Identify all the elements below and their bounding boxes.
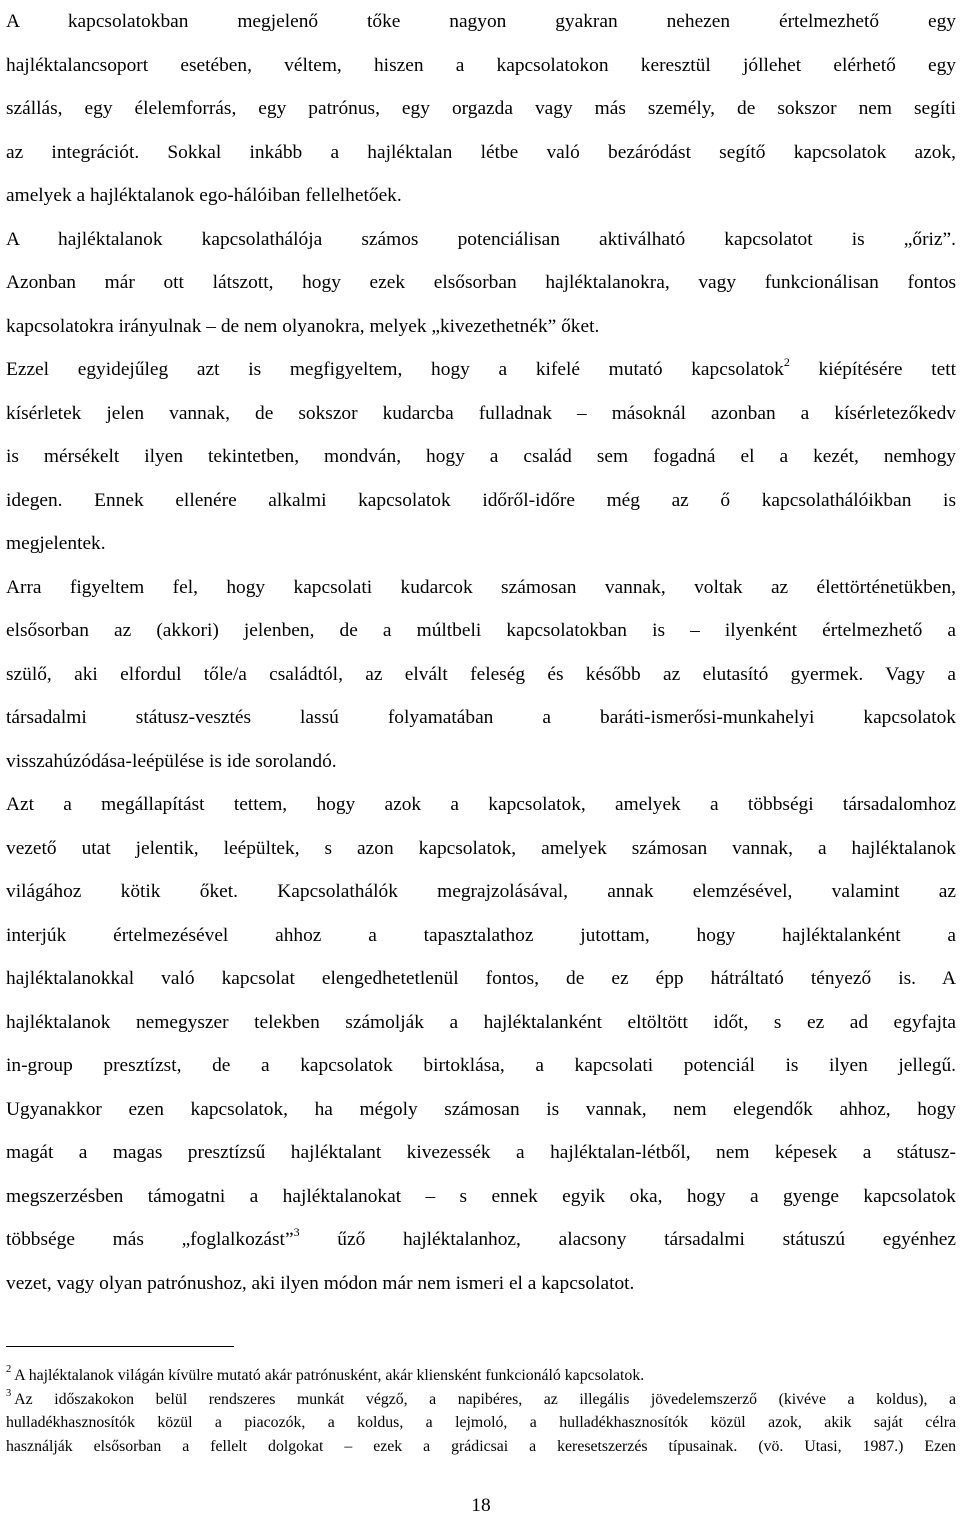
- text-line: szülő, aki elfordul tőle/a családtól, az elvált feleség és később az elutasító gyermek. Vagy a: [6, 663, 956, 685]
- paragraph-5: [6, 783, 956, 1305]
- text-line: visszahúzódása-leépülése is ide sorolandó.: [6, 750, 337, 772]
- text-line: Azt a megállapítást tettem, hogy azok a kapcsolatok, amelyek a többségi társadalomhoz: [6, 794, 956, 815]
- text-line: elsősorban az (akkori) jelenben, de a múltbeli kapcsolatokban is – ilyenként értelmezhető a: [6, 620, 956, 641]
- footnotes: [6, 1364, 956, 1459]
- text-line: is mérsékelt ilyen tekintetben, mondván, hogy a család sem fogadná el a kezét, nemhogy: [6, 446, 956, 467]
- text-line: hajléktalancsoport esetében, véltem, hiszen a kapcsolatokon keresztül jóllehet elérhető egy: [6, 54, 956, 76]
- text-line: magát a magas presztízsű hajléktalant kivezessék a hajléktalan-létből, nem képesek a státusz-: [6, 1142, 956, 1163]
- text-line: hajléktalanok nemegyszer telekben számolják a hajléktalanként eltöltött időt, s ez ad egyfajta: [6, 1011, 956, 1033]
- footnote-2: [6, 1364, 956, 1388]
- text-line: [6, 1218, 956, 1262]
- text-line: kísérletek jelen vannak, de sokszor kudarcba fulladnak – másoknál azonban a kísérletezőkedv: [6, 402, 956, 424]
- text-line: amelyek a hajléktalanok ego-hálóiban fellelhetőek.: [6, 185, 402, 206]
- text-line: szállás, egy élelemforrás, egy patrónus, egy orgazda vagy más személy, de sokszor nem segíti: [6, 98, 956, 119]
- text-line: megszerzésben támogatni a hajléktalanokat – s ennek egyik oka, hogy a gyenge kapcsolatok: [6, 1185, 956, 1207]
- text-segment: Ezzel egyidejűleg azt is megfigyeltem, hogy a kifelé mutató kapcsolatok: [6, 359, 784, 380]
- footnote-line: [6, 1388, 956, 1412]
- text-line: A hajléktalanok kapcsolathálója számos potenciálisan aktiválható kapcsolatot is „őriz”.: [6, 228, 956, 250]
- text-line: in-group presztízst, de a kapcsolatok birtoklása, a kapcsolati potenciál is ilyen jellegű.: [6, 1055, 956, 1076]
- text-line: Azonban már ott látszott, hogy ezek elsősorban hajléktalanokra, vagy funkcionálisan fontos: [6, 272, 956, 293]
- footnote-reference: 3: [293, 1225, 300, 1239]
- text-line: társadalmi státusz-vesztés lassú folyamatában a baráti-ismerősi-munkahelyi kapcsolatok: [6, 707, 956, 728]
- footnote-3: [6, 1388, 956, 1459]
- text-line: idegen. Ennek ellenére alkalmi kapcsolatok időről-időre még az ő kapcsolathálóikban is: [6, 489, 956, 511]
- text-line: kapcsolatokra irányulnak – de nem olyanokra, melyek „kivezethetnék” őket.: [6, 315, 600, 337]
- text-line: világához kötik őket. Kapcsolathálók megrajzolásával, annak elemzésével, valamint az: [6, 881, 956, 902]
- text-line: vezet, vagy olyan patrónushoz, aki ilyen módon már nem ismeri el a kapcsolatot.: [6, 1272, 635, 1294]
- text-line: az integrációt. Sokkal inkább a hajléktalan létbe való bezáródást segítő kapcsolatok azok,: [6, 141, 956, 163]
- text-segment: többsége más „foglalkozást”: [6, 1229, 294, 1250]
- footnote-line: hulladékhasznosítók közül a piacozók, a koldus, a lejmoló, a hulladékhasznosítók közül azok, akik saját célra: [6, 1414, 956, 1432]
- footnote-text: A hajléktalanok világán kívülre mutató akár patrónusként, akár kliensként funkcionáló kapcsolatok.: [14, 1367, 645, 1384]
- footnote-mark: 3: [6, 1387, 12, 1399]
- footnote-mark: 2: [6, 1364, 12, 1375]
- footnote-line: használják elsősorban a fellelt dolgokat – ezek a grádicsai a keresetszerzés típusainak. (vö. Utasi, 1987.) Ezen: [6, 1438, 956, 1456]
- text-line: A kapcsolatokban megjelenő tőke nagyon gyakran nehezen értelmezhető egy: [6, 11, 956, 32]
- text-segment: űző hajléktalanhoz, alacsony társadalmi státuszú egyénhez: [299, 1229, 956, 1250]
- paragraph-3: [6, 348, 956, 566]
- paragraph-2: [6, 218, 956, 349]
- paragraph-4: [6, 566, 956, 784]
- text-line: interjúk értelmezésével ahhoz a tapasztalathoz jutottam, hogy hajléktalanként a: [6, 924, 956, 946]
- document-page: [6, 0, 956, 1516]
- text-line: Ugyanakkor ezen kapcsolatok, ha mégoly számosan is vannak, nem elegendők ahhoz, hogy: [6, 1098, 956, 1120]
- text-line: [6, 348, 956, 392]
- text-segment: kiépítésére tett: [789, 359, 956, 380]
- text-line: vezető utat jelentik, leépültek, s azon kapcsolatok, amelyek számosan vannak, a hajléktalanok: [6, 837, 956, 859]
- text-line: megjelentek.: [6, 533, 106, 554]
- footnote-line: [6, 1364, 956, 1388]
- footnote-reference: 2: [783, 355, 790, 369]
- text-line: Arra figyeltem fel, hogy kapcsolati kudarcok számosan vannak, voltak az élettörténetükben,: [6, 576, 956, 598]
- text-line: hajléktalanokkal való kapcsolat elengedhetetlenül fontos, de ez épp hátráltató tényező is. A: [6, 968, 956, 989]
- page-number: 18: [471, 1495, 491, 1516]
- body-text: [6, 0, 956, 1305]
- footnote-text: Az időszakokon belül rendszeres munkát végző, a napibéres, az illegális jövedelemszerző (kivéve a koldus), a: [14, 1390, 956, 1408]
- footnote-separator: [6, 1346, 234, 1347]
- paragraph-1: [6, 0, 956, 218]
